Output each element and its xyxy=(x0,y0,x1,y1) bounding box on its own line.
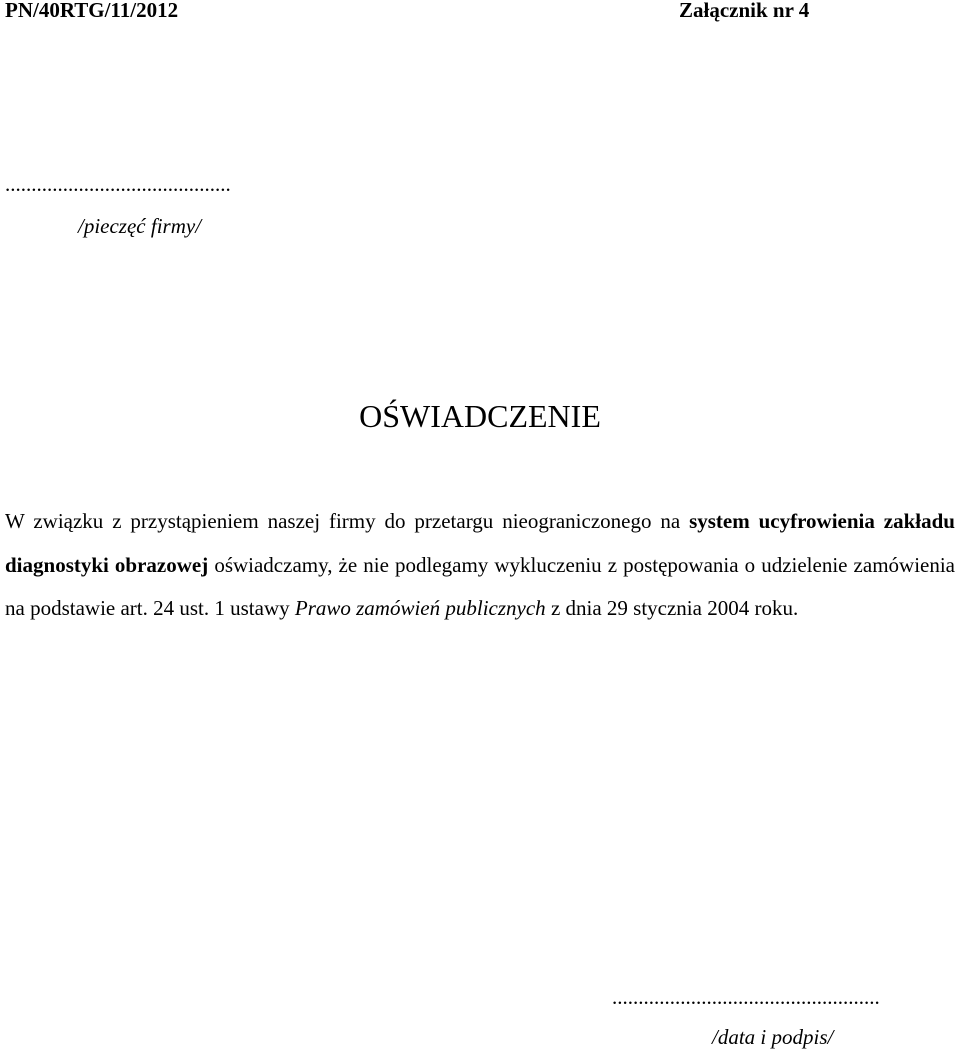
company-stamp-label: /pieczęć firmy/ xyxy=(78,214,202,238)
statement-subject-text: system ucyfrowienia zakładu diagnostyki obrazowej xyxy=(5,509,955,577)
annex-label: Załącznik nr 4 xyxy=(679,0,810,22)
signature-placeholder-line: ................................................... xyxy=(612,985,880,1009)
statement-intro-text: W związku z przystąpieniem naszej firmy do przetargu nieograniczonego na xyxy=(5,509,690,533)
statement-paragraph xyxy=(5,500,955,631)
statement-middle-text: oświadczamy, że nie podlegamy wykluczeniu z postępowania o udzielenie zamówienia na podstawie art. 24 ust. 1 ustawy xyxy=(5,552,955,620)
statement-end-text: z dnia 29 stycznia 2004 roku. xyxy=(545,596,799,620)
document-reference-number: PN/40RTG/11/2012 xyxy=(5,0,179,22)
date-and-signature-label: /data i podpis/ xyxy=(712,1025,834,1049)
statement-act-name: Prawo zamówień publicznych xyxy=(294,596,546,620)
document-title: OŚWIADCZENIE xyxy=(359,398,601,434)
company-stamp-placeholder-line: ........................................... xyxy=(5,172,231,196)
